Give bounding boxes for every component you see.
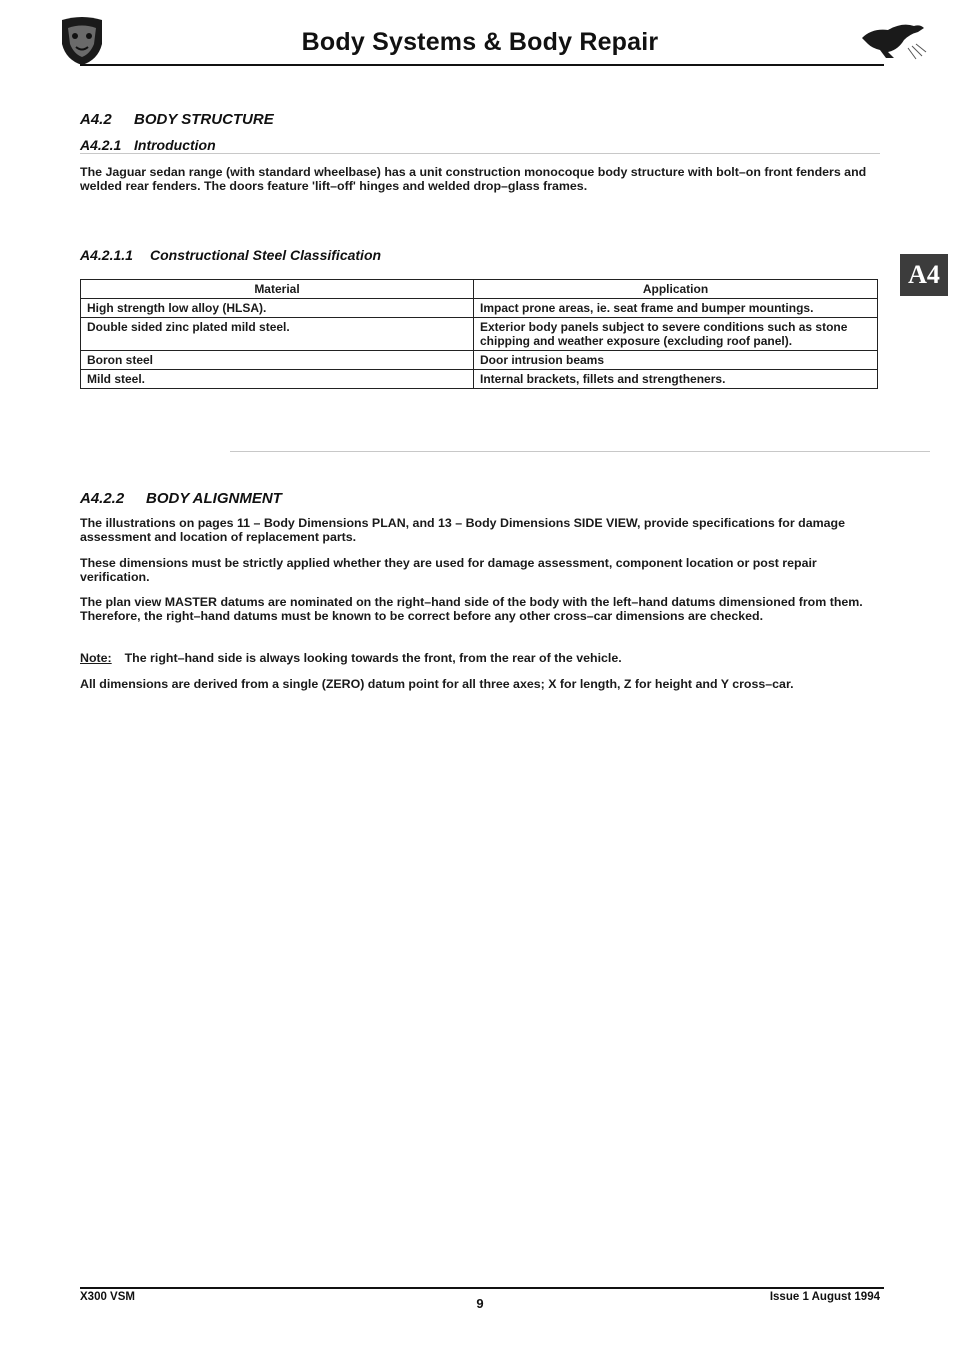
datum-paragraph: All dimensions are derived from a single (ZERO) datum point for all three axes; X for length, Z for height and Y cross–car. [80, 677, 794, 691]
section-number: A4.2.2 [80, 490, 125, 507]
alignment-paragraph: These dimensions must be strictly applied whether they are used for damage assessment, component location or post repair verification. [80, 556, 817, 585]
note-label: Note: [80, 651, 112, 665]
section-heading-body-alignment [80, 490, 282, 507]
table-header-row [81, 280, 878, 299]
material-cell: Double sided zinc plated mild steel. [81, 318, 474, 351]
section-title: BODY ALIGNMENT [146, 490, 282, 507]
divider [230, 451, 930, 452]
footer-issue-date: Issue 1 August 1994 [769, 1291, 880, 1303]
table-row [81, 299, 878, 318]
subsection-number: A4.2.1 [80, 137, 122, 153]
footer-rule [80, 1287, 884, 1289]
material-cell: Mild steel. [81, 370, 474, 389]
section-heading-body-structure [80, 111, 274, 128]
application-cell: Internal brackets, fillets and strengtheners. [474, 370, 878, 389]
divider [80, 153, 880, 154]
note-text: The right–hand side is always looking towards the front, from the rear of the vehicle. [124, 651, 622, 665]
subsection-title: Introduction [134, 137, 216, 153]
table-row [81, 370, 878, 389]
leaping-jaguar-logo-icon [858, 16, 928, 60]
table-row [81, 351, 878, 370]
section-title: BODY STRUCTURE [134, 111, 274, 128]
page-number: 9 [476, 1296, 484, 1311]
alignment-paragraph: The plan view MASTER datums are nominated on the right–hand side of the body with the left–hand datums dimensioned from them. Therefore, the right–hand datums must be known to be correct before any other cross–car dimensions are checked. [80, 595, 863, 624]
header-rule [80, 64, 884, 66]
material-cell: High strength low alloy (HLSA). [81, 299, 474, 318]
alignment-paragraph: The illustrations on pages 11 – Body Dimensions PLAN, and 13 – Body Dimensions SIDE VIEW, provide specifications for damage assessment and location of replacement parts. [80, 516, 845, 545]
column-header-application: Application [474, 280, 878, 299]
subsection-heading-steel-classification [80, 247, 381, 263]
steel-classification-table [80, 279, 878, 389]
footer-document-code: X300 VSM [80, 1291, 135, 1303]
application-cell: Door intrusion beams [474, 351, 878, 370]
column-header-material: Material [81, 280, 474, 299]
section-tab: A4 [900, 254, 948, 296]
application-cell: Impact prone areas, ie. seat frame and bumper mountings. [474, 299, 878, 318]
material-cell: Boron steel [81, 351, 474, 370]
application-cell: Exterior body panels subject to severe conditions such as stone chipping and weather exposure (excluding roof panel). [474, 318, 878, 351]
subsection-title: Constructional Steel Classification [150, 247, 382, 263]
note-paragraph [80, 651, 880, 665]
section-number: A4.2 [80, 111, 112, 128]
subsection-heading-introduction [80, 137, 216, 153]
table-row [81, 318, 878, 351]
header-title: Body Systems & Body Repair [301, 28, 659, 56]
subsection-number: A4.2.1.1 [80, 247, 133, 263]
intro-paragraph: The Jaguar sedan range (with standard wheelbase) has a unit construction monocoque body structure with bolt–on front fenders and welded rear fenders. The doors feature 'lift–off' hinges and welded drop–glass frames. [80, 165, 867, 194]
